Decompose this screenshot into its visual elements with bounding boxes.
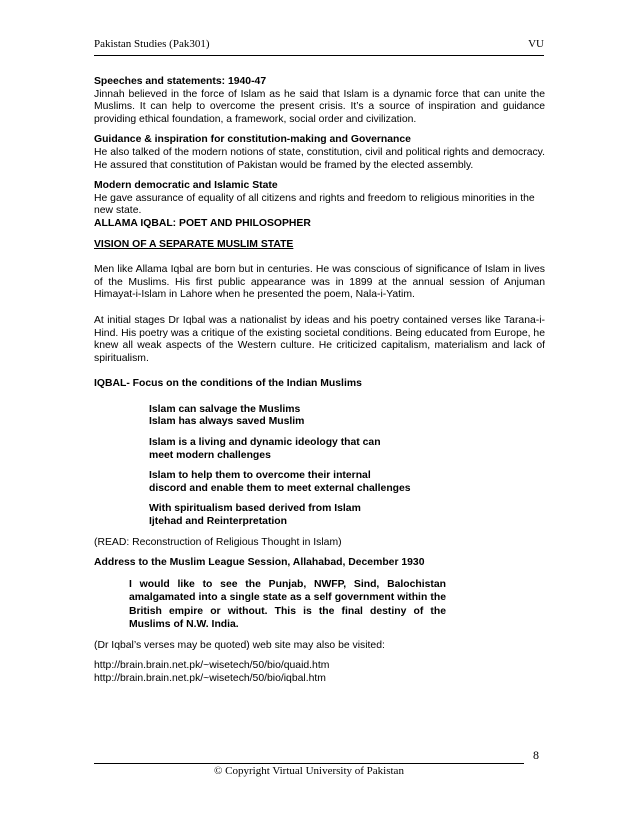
link-iqbal[interactable]: http://brain.brain.net.pk/~wisetech/50/bio/iqbal.htm [94, 673, 326, 684]
page-number: 8 [533, 748, 539, 762]
focus-point-1 [94, 404, 545, 429]
focus-point-3 [94, 470, 545, 495]
focus-line: discord and enable them to meet external challenges [149, 482, 411, 494]
document-body [94, 76, 545, 686]
heading-vision: VISION OF A SEPARATE MUSLIM STATE [94, 238, 294, 250]
focus-point-4 [94, 503, 545, 528]
paragraph-democratic-state: He gave assurance of equality of all citizens and rights and freedom to religious minorities in the new state. [94, 192, 535, 217]
paragraph-guidance: He also talked of the modern notions of state, constitution, civil and political rights and democracy. He assured that constitution of Pakistan would be framed by the elected assembly. [94, 146, 545, 171]
paragraph-speeches: Jinnah believed in the force of Islam as he said that Islam is a dynamic force that can unite the Muslims. It can help to overcome the present crisis. It’s a source of inspiration and guidance providing ethical foundation, a framework, social order and civilization. [94, 88, 545, 125]
header-institution: VU [528, 38, 544, 50]
focus-line: With spiritualism based derived from Islam [149, 503, 361, 515]
footer-divider [94, 763, 524, 764]
verses-note: (Dr Iqbal’s verses may be quoted) web site may also be visited: [94, 639, 385, 651]
heading-iqbal-focus: IQBAL- Focus on the conditions of the Indian Muslims [94, 378, 362, 390]
read-note: (READ: Reconstruction of Religious Thought in Islam) [94, 536, 342, 548]
link-quaid[interactable]: http://brain.brain.net.pk/~wisetech/50/bio/quaid.htm [94, 660, 330, 672]
paragraph-iqbal-nationalist: At initial stages Dr Iqbal was a nationalist by ideas and his poetry contained verses like Tarana-i-Hind. His poetry was a critique of the existing societal conditions. Being educated from Europe, he knew all weak aspects of the Western culture. He criticized capitalism, materialism and lack of spiritualism. [94, 314, 545, 364]
focus-point-2 [94, 437, 545, 462]
heading-allama-iqbal: ALLAMA IQBAL: POET AND PHILOSOPHER [94, 217, 311, 229]
focus-line: Ijtehad and Reinterpretation [149, 516, 287, 528]
focus-line: Islam is a living and dynamic ideology that can [149, 437, 381, 449]
heading-speeches: Speeches and statements: 1940-47 [94, 76, 267, 87]
heading-allahabad-address: Address to the Muslim League Session, Allahabad, December 1930 [94, 557, 425, 569]
header-divider [94, 55, 544, 56]
focus-line: meet modern challenges [149, 449, 271, 461]
heading-democratic-state: Modern democratic and Islamic State [94, 180, 278, 192]
allahabad-quote: I would like to see the Punjab, NWFP, Sind, Balochistan amalgamated into a single state as a self government within the British empire or without. This is the final destiny of the Muslims of N.W. India. [129, 578, 446, 631]
footer-copyright: © Copyright Virtual University of Pakistan [214, 765, 404, 777]
focus-line: Islam can salvage the Muslims [149, 403, 301, 415]
page-header [94, 38, 544, 55]
paragraph-iqbal-intro: Men like Allama Iqbal are born but in centuries. He was conscious of significance of Islam in lives of the Muslims. His first public appearance was in 1899 at the annual session of Anjuman Himayat-i-Islam in Lahore when he presented the poem, Nala-i-Yatim. [94, 264, 545, 301]
focus-line: Islam to help them to overcome their internal [149, 470, 371, 482]
header-course-title: Pakistan Studies (Pak301) [94, 38, 210, 50]
heading-guidance: Guidance & inspiration for constitution-making and Governance [94, 134, 411, 146]
focus-line: Islam has always saved Muslim [149, 416, 305, 428]
